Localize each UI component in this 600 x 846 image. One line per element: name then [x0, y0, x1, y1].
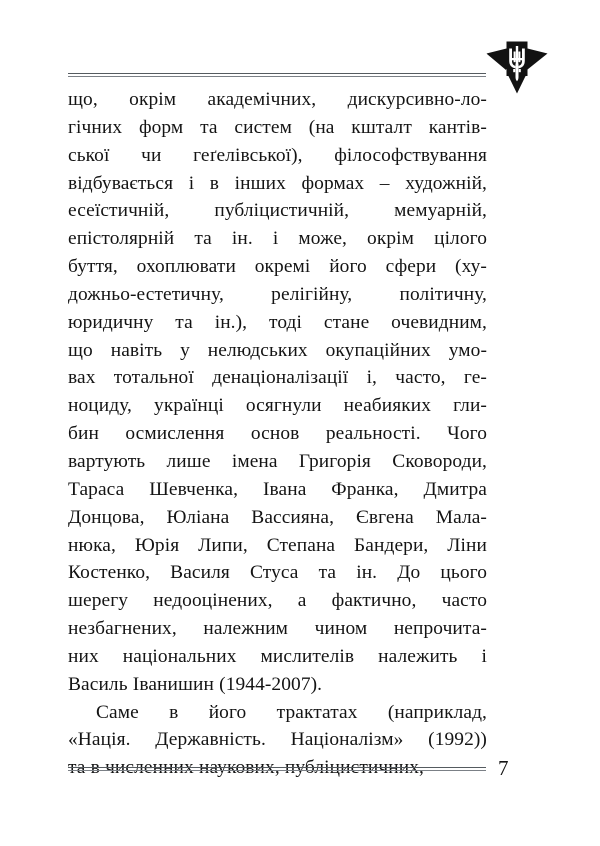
header-double-rule — [68, 73, 486, 77]
text-line: шерегу недооцінених, а фактично, часто — [68, 590, 487, 612]
text-line: них національних мислителів належить і — [68, 645, 487, 667]
text-line: Василь Іванишин (1944-2007). — [68, 673, 323, 695]
text-line: нюка, Юрія Липи, Степана Бандери, Ліни — [68, 534, 487, 556]
text-line: гічних форм та систем (на кшталт кантів- — [68, 116, 487, 138]
text-line: Костенко, Василя Стуса та ін. До цього — [68, 562, 487, 584]
text-line: ноциду, українці осягнули неабияких гли- — [68, 395, 487, 417]
text-line: «Нація. Державність. Націоналізм» (1992)) — [68, 729, 487, 751]
header-rule-line-upper — [68, 73, 486, 74]
header-rule-line-lower — [68, 76, 486, 77]
text-line: відбувається і в інших формах – художній, — [68, 172, 487, 194]
text-line: епістолярній та ін. і може, окрім цілого — [68, 228, 487, 250]
page-number: 7 — [498, 756, 509, 780]
page-body-text — [68, 86, 487, 782]
text-line: Саме в його трактатах (наприклад, — [96, 701, 487, 723]
footer-rule-line-lower — [68, 770, 486, 771]
ukrainian-trident-cross-emblem-icon — [486, 36, 548, 94]
text-line: буття, охоплювати окремі його сфери (ху- — [68, 256, 487, 278]
text-line: юридичну та ін.), тоді стане очевидним, — [68, 311, 487, 333]
text-line: Донцова, Юліана Вассияна, Євгена Мала- — [68, 506, 487, 528]
text-line: ської чи геґелівської), філософствування — [68, 144, 487, 166]
text-line: незбагнених, належним чином непрочита- — [68, 618, 487, 640]
text-line: що, окрім академічних, дискурсивно-ло- — [68, 89, 487, 110]
text-line: дожньо-естетичну, релігійну, політичну, — [68, 283, 487, 305]
paragraph-1 — [68, 86, 487, 699]
page-header — [0, 0, 600, 95]
footer-double-rule — [68, 767, 486, 771]
footer-rule-line-upper — [68, 767, 486, 768]
text-line: що навіть у нелюдських окупаційних умо- — [68, 339, 487, 361]
text-line: есеїстичній, публіцистичній, мемуарній, — [68, 200, 487, 222]
text-line: вартують лише імена Григорія Сковороди, — [68, 450, 487, 472]
text-line: бин осмислення основ реальності. Чого — [68, 423, 487, 445]
text-line: Тараса Шевченка, Івана Франка, Дмитра — [68, 478, 487, 500]
text-line: вах тотальної денаціоналізації і, часто, ге- — [68, 367, 487, 389]
